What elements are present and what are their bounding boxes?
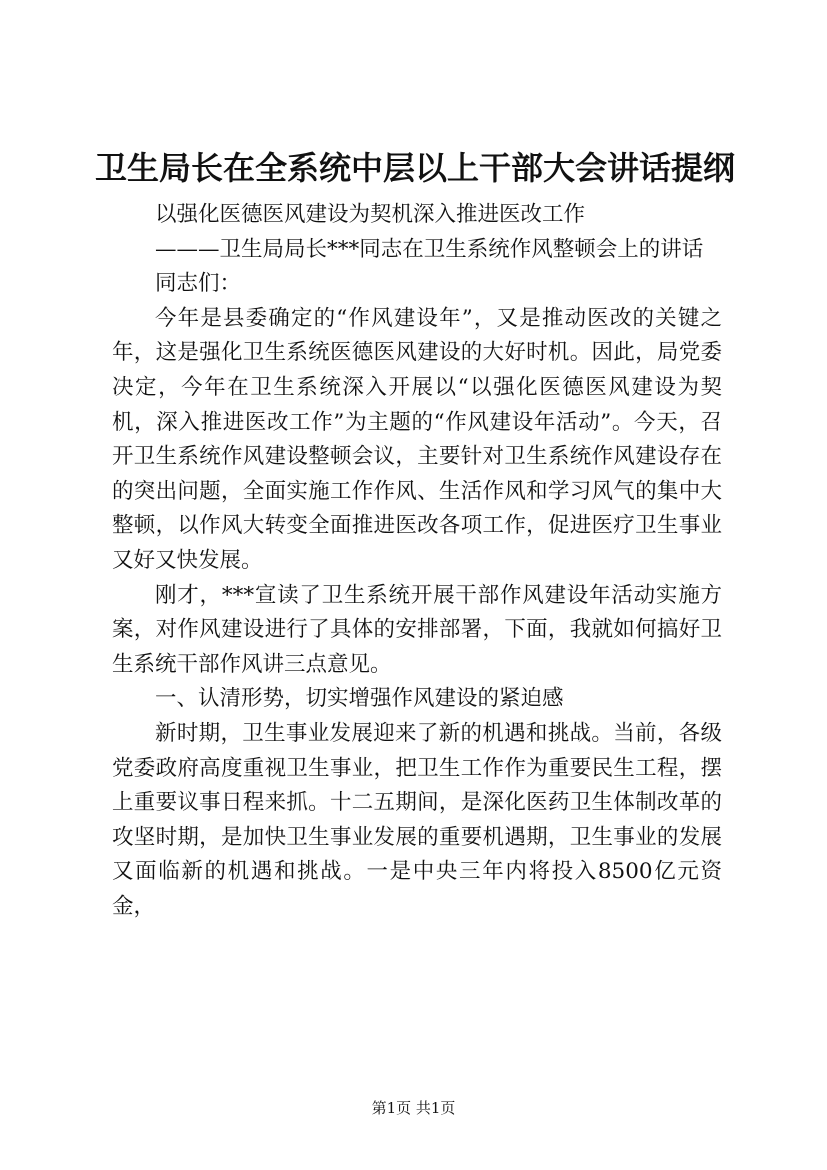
body-paragraph-2: 刚才，***宣读了卫生系统开展干部作风建设年活动实施方案，对作风建设进行了具体的安排部署，下面，我就如何搞好卫生系统干部作风讲三点意见。 — [112, 582, 722, 677]
section-paragraph: 新时期，卫生事业发展迎来了新的机遇和挑战。当前，各级党委政府高度重视卫生事业，把卫生工作作为重要民生工程，摆上重要议事日程来抓。十二五期间，是深化医药卫生体制改革的攻坚时期，是加快卫生事业发展的重要机遇期，卫生事业的发展又面临新的机遇和挑战。一是中央三年内将投入8500亿元资金， — [112, 720, 722, 919]
document-title: 卫生局长在全系统中层以上干部大会讲话提纲 — [94, 149, 735, 187]
page-footer: 第1页 共1页 — [371, 1099, 456, 1117]
document-body — [112, 198, 722, 924]
body-paragraph-1: 今年是县委确定的“作风建设年”，又是推动医改的关键之年，这是强化卫生系统医德医风建设的大好时机。因此，局党委决定，今年在卫生系统深入开展以“以强化医德医风建设为契机，深入推进医改工作”为主题的“作风建设年活动”。今天，召开卫生系统作风建设整顿会议，主要针对卫生系统作风建设存在的突出问题，全面实施工作作风、生活作风和学习风气的集中大整顿，以作风大转变全面推进医改各项工作，促进医疗卫生事业又好又快发展。 — [112, 305, 722, 573]
salutation: 同志们： — [155, 271, 242, 297]
section-heading: 一、认清形势，切实增强作风建设的紧迫感 — [155, 686, 564, 712]
document-subtitle: 以强化医德医风建设为契机深入推进医改工作 — [155, 202, 586, 227]
document-byline: ———卫生局局长***同志在卫生系统作风整顿会上的讲话 — [155, 236, 704, 262]
